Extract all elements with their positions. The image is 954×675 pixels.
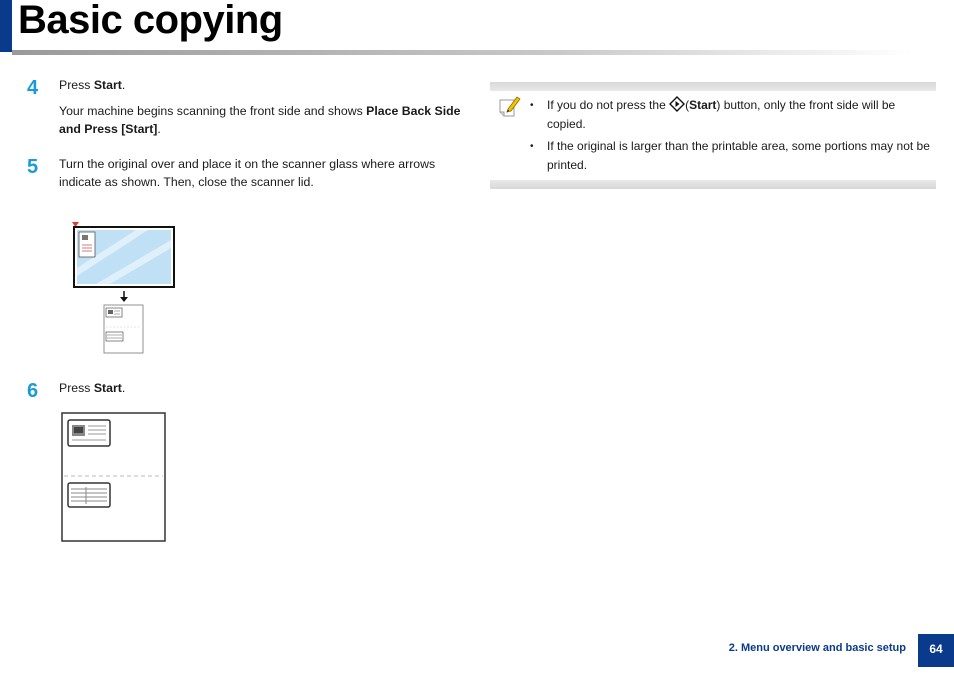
step-number-6: 6 xyxy=(27,380,39,402)
bullet: • xyxy=(530,100,534,111)
step-4-line-1: Press Start. xyxy=(59,78,126,92)
page-title: Basic copying xyxy=(18,0,283,42)
left-accent-bar xyxy=(0,0,12,52)
step-6-text: Press Start. xyxy=(59,381,126,395)
note-top-band xyxy=(490,82,936,91)
title-rule xyxy=(12,50,912,55)
copy-output-illustration xyxy=(60,411,168,544)
note-box: • If you do not press the (Start) button, only the front side will be copied. • If the original is larger than the printable area, some portions may not be printed. xyxy=(490,82,936,189)
note-bottom-band xyxy=(490,180,936,189)
step-4-line-2: Your machine begins scanning the front side and shows Place Back Side and Press [Start]. xyxy=(59,104,461,136)
scanner-glass-illustration xyxy=(66,218,181,358)
note-pencil-icon xyxy=(498,94,522,120)
step-number-5: 5 xyxy=(27,156,39,178)
footer-section-title: 2. Menu overview and basic setup xyxy=(728,642,906,654)
step-5-text: Turn the original over and place it on the scanner glass where arrows indicate as shown. Then, close the scanner lid. xyxy=(59,157,436,189)
step-number-4: 4 xyxy=(27,77,39,99)
start-diamond-icon xyxy=(669,96,685,112)
page-number: 64 xyxy=(918,634,954,667)
bullet: • xyxy=(530,141,534,152)
